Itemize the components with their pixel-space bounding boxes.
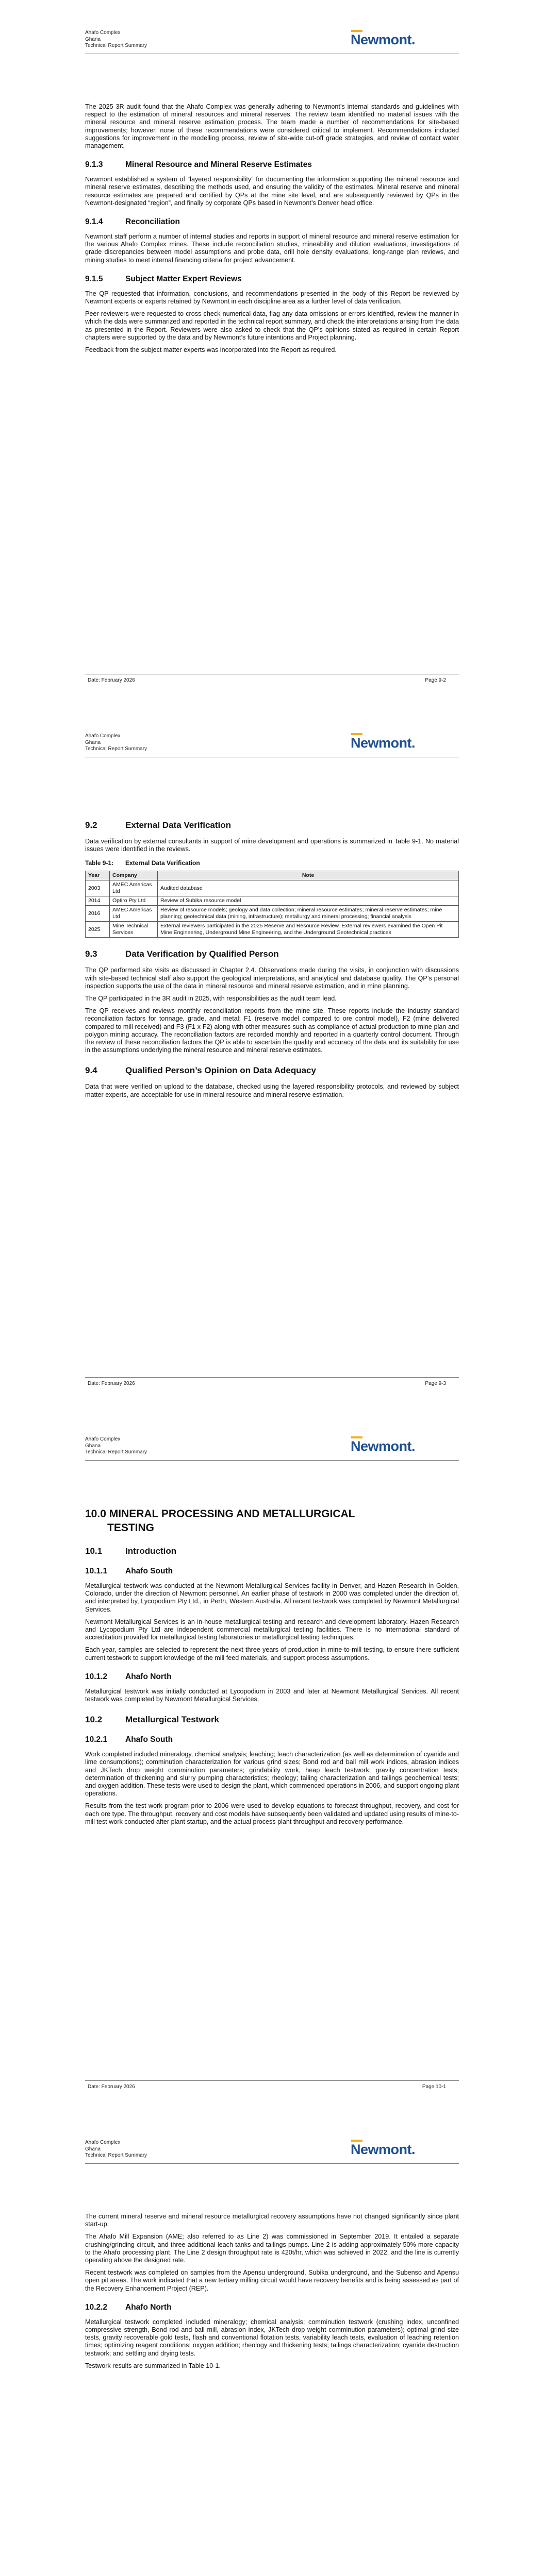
table-row (86, 922, 459, 938)
page-number: Page 9-2 (425, 677, 446, 683)
logo-accent-bar (351, 1436, 362, 1438)
newmont-logo (351, 2142, 415, 2157)
paragraph: Newmont established a system of “layered responsibility” for documenting the information supporting the mineral resource and mineral reserve estimates, describing the methods used, and ensuring the validity of the estimates. Mineral reserve and mineral resource estimates are prepared and certified by QPs at the mine site level, and are subsequently reviewed by QPs in the Newmont-designated “region”, and finally by corporate QPs based in Newmont’s Denver head office. (85, 176, 459, 207)
newmont-logo (351, 32, 415, 47)
section-heading: 9.1.5 Subject Matter Expert Reviews (85, 274, 242, 283)
header-project: Ahafo Complex (85, 30, 121, 36)
page-body (85, 809, 459, 1104)
page-10-2 (0, 2110, 544, 2576)
column-header-company: Company (110, 871, 158, 880)
paragraph: Work completed included mineralogy, chemical analysis; leaching; leach characterization (as well as determination of cyanide and lime consumptions); comminution characterization for various grind sizes; Bond rod and ball mill work indices, abrasion indices and JKTech drop weight comminution parameters; grindability work, heap leach testwork; gravity concentration tests; determination of thickening and slurry pumping characteristics; rheology; tailing characterization and tailings geochemical tests; and oxygen addition. These tests were used to design the plant, which commenced operations in 2006, and support ongoing plant operations. (85, 1751, 459, 1798)
paragraph: Newmont Metallurgical Services is an in-house metallurgical testing and research and development laboratory. Hazen Research and Lycopodium Pty Ltd are independent commercial metallurgical testing facilities. There is no international standard of accreditation provided for metallurgical testing laboratories or metallurgical testing techniques. (85, 1618, 459, 1641)
header-country: Ghana (85, 2146, 101, 2152)
cell-company: AMEC Americas Ltd (110, 906, 158, 922)
page-9-3 (0, 703, 544, 1406)
logo-accent-bar (351, 2140, 362, 2142)
header-rule (85, 1460, 459, 1461)
paragraph: Peer reviewers were requested to cross-check numerical data, flag any data omissions or errors identified, review the manner in which the data were summarized and reported in the technical report summary, and check the interpretations arising from the data as presented in the Report. Reviewers were also asked to check that the QP’s opinions stated as required in certain Report chapters were supported by the data and by Newmont’s future intentions and Project planning. (85, 310, 459, 341)
paragraph: Metallurgical testwork was conducted at the Newmont Metallurgical Services facility in Denver, and Hazen Research in Golden, Colorado, under the direction of Newmont personnel. An earlier phase of testwork in 2000 was completed under the direction of, and interpreted by, Lycopodium Pty Ltd., in Perth, Western Australia. All recent testwork was completed by Newmont Metallurgical Services. (85, 1582, 459, 1613)
header-country: Ghana (85, 36, 101, 42)
page-body (85, 1502, 459, 1831)
section-heading: 9.1.4 Reconciliation (85, 217, 180, 227)
page-10-1 (0, 1406, 544, 2110)
section-heading: 10.2.1 Ahafo South (85, 1735, 173, 1744)
column-header-year: Year (86, 871, 110, 880)
header-text (85, 30, 147, 49)
section-heading: 9.1.3 Mineral Resource and Mineral Reserve Estimates (85, 160, 312, 170)
section-heading: 10.1.1 Ahafo South (85, 1567, 173, 1575)
column-header-note: Note (158, 871, 459, 880)
cell-company: Optiro Pty Ltd (110, 896, 158, 906)
header-doc-type: Technical Report Summary (85, 1449, 147, 1455)
cell-note: Review of resource models; geology and data collection; mineral resource estimates; mineral reserve estimates; mine planning; geotechnical data (mining, infrastructure); metallurgy and mineral processing; financial analysis (158, 906, 459, 922)
paragraph: The QP performed site visits as discussed in Chapter 2.4. Observations made during the visits, in conjunction with discussions with site-based technical staff also support the geological interpretations, and analytical and database quality. The QP’s personal inspection supports the use of the data in mineral resource and mineral reserve estimation, and in mine planning. (85, 967, 459, 990)
page-body (85, 103, 459, 359)
page-number: Page 9-3 (425, 1381, 446, 1386)
section-heading: 10.1.2 Ahafo North (85, 1672, 172, 1681)
page-body (85, 2213, 459, 2375)
cell-year: 2003 (86, 880, 110, 896)
page-footer (85, 1377, 459, 1386)
header-doc-type: Technical Report Summary (85, 43, 147, 48)
section-heading: 9.3 Data Verification by Qualified Person (85, 949, 279, 959)
footer-date: Date: February 2026 (88, 677, 135, 683)
cell-year: 2016 (86, 906, 110, 922)
header-country: Ghana (85, 739, 101, 745)
table-header-row (86, 871, 459, 880)
chapter-title: 10.0 MINERAL PROCESSING AND METALLURGICAL TESTING (85, 1508, 355, 1534)
page-footer (85, 2080, 459, 2090)
logo-wordmark: Newmont. (351, 735, 416, 751)
header-country: Ghana (85, 1443, 101, 1449)
footer-date: Date: February 2026 (88, 1381, 135, 1386)
cell-year: 2014 (86, 896, 110, 906)
cell-company: Mine Technical Services (110, 922, 158, 938)
cell-company: AMEC Americas Ltd (110, 880, 158, 896)
logo-wordmark: Newmont. (351, 1438, 416, 1454)
paragraph: Data verification by external consultants in support of mine development and operations is summarized in Table 9-1. No material issues were identified in the reviews. (85, 838, 459, 853)
page-9-2 (0, 0, 544, 703)
header-project: Ahafo Complex (85, 1436, 121, 1442)
cell-year: 2025 (86, 922, 110, 938)
paragraph: Data that were verified on upload to the database, checked using the layered responsibility protocols, and reviewed by subject matter experts, are acceptable for use in mineral resource and mineral reserve estimation. (85, 1083, 459, 1098)
paragraph: The 2025 3R audit found that the Ahafo Complex was generally adhering to Newmont’s internal standards and guidelines with respect to the estimation of mineral resources and mineral reserves. The review team identified no material issues with the mineral resource and mineral reserve estimation process. The team made a number of recommendations for site-based improvements; however, none of these recommendations were considered critical to implement. Recommendations included suggestions for improvement in the modelling process, review of site-wide cut-off grade strategies, and review of contact water management. (85, 103, 459, 150)
table-row (86, 906, 459, 922)
paragraph: The Ahafo Mill Expansion (AME; also referred to as Line 2) was commissioned in September 2019. It entailed a separate crushing/grinding circuit, and three additional leach tanks and tailings pumps. Line 2 is adding approximately 50% more capacity to the Ahafo processing plant. The Line 2 design throughput rate is 420t/hr, which was achieved in 2022, and the line is currently operating above the designed rate. (85, 2233, 459, 2264)
paragraph: The QP receives and reviews monthly reconciliation reports from the mine site. These reports include the industry standard reconciliation factors for tonnage, grade, and metal; F1 (reserve model compared to ore control model), F2 (mine delivered compared to mill received) and F3 (F1 x F2) along with other measures such as compliance of actual production to mine plan and polygon mining accuracy. The reconciliation factors are recorded monthly and reported in a quarterly control document. Through the review of these reconciliation factors the QP is able to ascertain the quality and accuracy of the data and its suitability for use in the assumptions underlying the mineral resource and mineral reserve estimates. (85, 1007, 459, 1054)
table-caption: Table 9-1: External Data Verification (85, 859, 200, 867)
paragraph: Recent testwork was completed on samples from the Apensu underground, Subika underground, and the Subenso and Apensu open pit areas. The work indicated that a new tertiary milling circuit would have recovery benefits and is being assessed as part of the Recovery Enhancement Project (REP). (85, 2269, 459, 2292)
logo-accent-bar (351, 30, 362, 32)
paragraph: Each year, samples are selected to represent the next three years of production in mine-to-mill testing, to ensure there sufficient current testwork to support knowledge of the mill feed materials, and support process assumptions. (85, 1646, 459, 1662)
table-row (86, 880, 459, 896)
paragraph: The QP requested that information, conclusions, and recommendations presented in the body of this Report be reviewed by Newmont experts or experts retained by Newmont in each discipline area as a further level of data verification. (85, 290, 459, 306)
paragraph: Metallurgical testwork completed included mineralogy; chemical analysis; comminution testwork (crushing index, unconfined compressive strength, Bond rod and ball mill, abrasion index, JKTech drop weight comminution parameters); optimal grind size tests, gravity recoverable gold tests, flash and conventional flotation tests, variability leach tests, evaluation of leaching retention times; optimizing reagent conditions; oxygen addition; rheology and thickening tests; tailings characterization; cyanide destruction testwork; and settling and drying tests. (85, 2318, 459, 2357)
paragraph: The QP participated in the 3R audit in 2025, with responsibilities as the audit team lead. (85, 995, 337, 1003)
header-doc-type: Technical Report Summary (85, 2153, 147, 2158)
paragraph: Metallurgical testwork was initially conducted at Lycopodium in 2003 and later at Newmont Metallurgical Services. All recent testwork was completed by Newmont Metallurgical Services. (85, 1687, 459, 1703)
header-text (85, 1436, 147, 1456)
section-heading: 10.2 Metallurgical Testwork (85, 1715, 220, 1725)
logo-wordmark: Newmont. (351, 2141, 416, 2157)
paragraph: Results from the test work program prior to 2006 were used to develop equations to forecast throughput, recovery, and cost for each ore type. The throughput, recovery and cost models have subsequently been validated and updated using results of mine-to-mill test work conducted after plant startup, and the actual process plant throughput and recovery performance. (85, 1802, 459, 1825)
external-data-verification-table (85, 871, 459, 938)
page-number: Page 10-1 (422, 2084, 446, 2090)
header-project: Ahafo Complex (85, 2140, 121, 2145)
section-heading: 9.4 Qualified Person’s Opinion on Data Adequacy (85, 1065, 316, 1076)
cell-note: Review of Subika resource model (158, 896, 459, 906)
header-text (85, 733, 147, 753)
header-doc-type: Technical Report Summary (85, 746, 147, 752)
cell-note: External reviewers participated in the 2025 Reserve and Resource Review. External reviewers examined the Open Pit Mine Engineering, Underground Mine Engineering, and the Underground Geotechnical practices (158, 922, 459, 938)
paragraph: Testwork results are summarized in Table 10-1. (85, 2362, 221, 2369)
logo-accent-bar (351, 733, 362, 735)
header-rule (85, 2163, 459, 2164)
paragraph: Newmont staff perform a number of internal studies and reports in support of mineral resource and mineral reserve estimation for the various Ahafo Complex mines. These include reconciliation studies, mineability and dilution evaluations, investigations of grade discrepancies between model assumptions and probe data, drill hole density evaluations, long-range plan reviews, and mining studies to meet internal financing criteria for project advancement. (85, 233, 459, 264)
section-heading: 10.2.2 Ahafo North (85, 2302, 172, 2312)
newmont-logo (351, 1438, 415, 1454)
header-text (85, 2140, 147, 2159)
table-row (86, 896, 459, 906)
section-heading: 9.2 External Data Verification (85, 820, 232, 830)
logo-wordmark: Newmont. (351, 31, 416, 47)
newmont-logo (351, 735, 415, 751)
paragraph: Feedback from the subject matter experts was incorporated into the Report as required. (85, 346, 337, 354)
footer-date: Date: February 2026 (88, 2084, 135, 2090)
header-project: Ahafo Complex (85, 733, 121, 739)
section-heading: 10.1 Introduction (85, 1546, 177, 1556)
cell-note: Audited database (158, 880, 459, 896)
paragraph: The current mineral reserve and mineral resource metallurgical recovery assumptions have not changed significantly since plant start-up. (85, 2213, 459, 2228)
